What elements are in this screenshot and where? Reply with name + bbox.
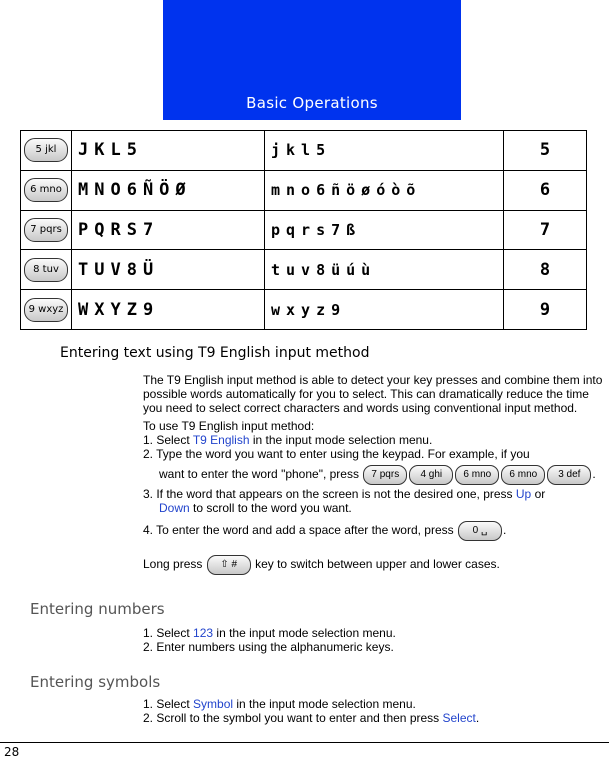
uppercase-chars: JKL5 bbox=[72, 131, 265, 171]
symbols-section-body bbox=[143, 697, 609, 725]
t9-to-use: To use T9 English input method: bbox=[143, 419, 315, 433]
key-5-icon: 5 jkl bbox=[24, 138, 68, 162]
lowercase-chars: wxyz9 bbox=[265, 290, 504, 330]
t9-step-3: 3. If the word that appears on the screen is not the desired one, press Up or bbox=[143, 487, 546, 501]
symbols-step-1: 1. Select Symbol in the input mode selection menu. bbox=[143, 697, 416, 711]
number-char: 9 bbox=[504, 290, 587, 330]
lowercase-chars: mno6ñöøóòõ bbox=[265, 170, 504, 210]
key-character-table bbox=[20, 130, 587, 330]
uppercase-chars: MNO6ÑÖØ bbox=[72, 170, 265, 210]
123-link: 123 bbox=[193, 626, 214, 640]
key-hash-shift-icon: ⇧ # bbox=[207, 555, 251, 575]
down-link: Down bbox=[159, 501, 190, 515]
table-row bbox=[21, 131, 587, 171]
key-7-icon: 7 pqrs bbox=[24, 218, 68, 242]
select-link: Select bbox=[442, 711, 476, 725]
uppercase-chars: TUV8Ü bbox=[72, 250, 265, 290]
key-6-icon: 6 mno bbox=[501, 465, 545, 485]
t9-step-2-cont: want to enter the word "phone", press 7 pqrs 4 ghi 6 mno 6 mno 3 def . bbox=[143, 465, 609, 485]
numbers-section-body bbox=[143, 626, 609, 654]
footer-divider bbox=[0, 742, 609, 743]
key-6-icon: 6 mno bbox=[24, 178, 68, 202]
t9-step-4: 4. To enter the word and add a space after the word, press 0 ␣ . bbox=[143, 521, 609, 541]
number-char: 5 bbox=[504, 131, 587, 171]
number-char: 8 bbox=[504, 250, 587, 290]
key-4-icon: 4 ghi bbox=[409, 465, 453, 485]
table-row bbox=[21, 170, 587, 210]
long-press-note: Long press ⇧ # key to switch between upper and lower cases. bbox=[143, 555, 609, 575]
lowercase-chars: jkl5 bbox=[265, 131, 504, 171]
header-banner bbox=[163, 0, 461, 120]
t9-step-3-cont: Down to scroll to the word you want. bbox=[159, 501, 352, 515]
t9-step-2: 2. Type the word you want to enter using the keypad. For example, if you bbox=[143, 447, 530, 461]
page-number: 28 bbox=[4, 745, 20, 759]
symbols-step-2: 2. Scroll to the symbol you want to enter and then press Select. bbox=[143, 711, 480, 725]
t9-section-heading: Entering text using T9 English input method bbox=[60, 345, 370, 361]
table-row bbox=[21, 290, 587, 330]
key-8-icon: 8 tuv bbox=[24, 258, 68, 282]
table-row bbox=[21, 250, 587, 290]
symbol-link: Symbol bbox=[193, 697, 234, 711]
t9-intro: The T9 English input method is able to detect your key presses and combine them into possible words automatically for you to select. This can dramatically reduce the time you need to select correct characters and words using conventional input method. bbox=[143, 373, 603, 415]
uppercase-chars: WXYZ9 bbox=[72, 290, 265, 330]
key-0-space-icon: 0 ␣ bbox=[458, 521, 502, 541]
number-char: 6 bbox=[504, 170, 587, 210]
key-7-icon: 7 pqrs bbox=[363, 465, 407, 485]
lowercase-chars: pqrs7ß bbox=[265, 210, 504, 250]
t9-step-1: 1. Select T9 English in the input mode selection menu. bbox=[143, 433, 433, 447]
numbers-step-2: 2. Enter numbers using the alphanumeric keys. bbox=[143, 640, 394, 654]
lowercase-chars: tuv8üúù bbox=[265, 250, 504, 290]
numbers-section-heading: Entering numbers bbox=[30, 600, 165, 618]
uppercase-chars: PQRS7 bbox=[72, 210, 265, 250]
key-9-icon: 9 wxyz bbox=[24, 298, 68, 322]
key-3-icon: 3 def bbox=[547, 465, 591, 485]
banner-title: Basic Operations bbox=[246, 94, 378, 112]
number-char: 7 bbox=[504, 210, 587, 250]
t9-section-body bbox=[143, 373, 609, 575]
up-link: Up bbox=[515, 487, 532, 501]
t9-english-link: T9 English bbox=[192, 433, 250, 447]
key-6-icon: 6 mno bbox=[455, 465, 499, 485]
numbers-step-1: 1. Select 123 in the input mode selection menu. bbox=[143, 626, 396, 640]
table-row bbox=[21, 210, 587, 250]
symbols-section-heading: Entering symbols bbox=[30, 673, 161, 691]
